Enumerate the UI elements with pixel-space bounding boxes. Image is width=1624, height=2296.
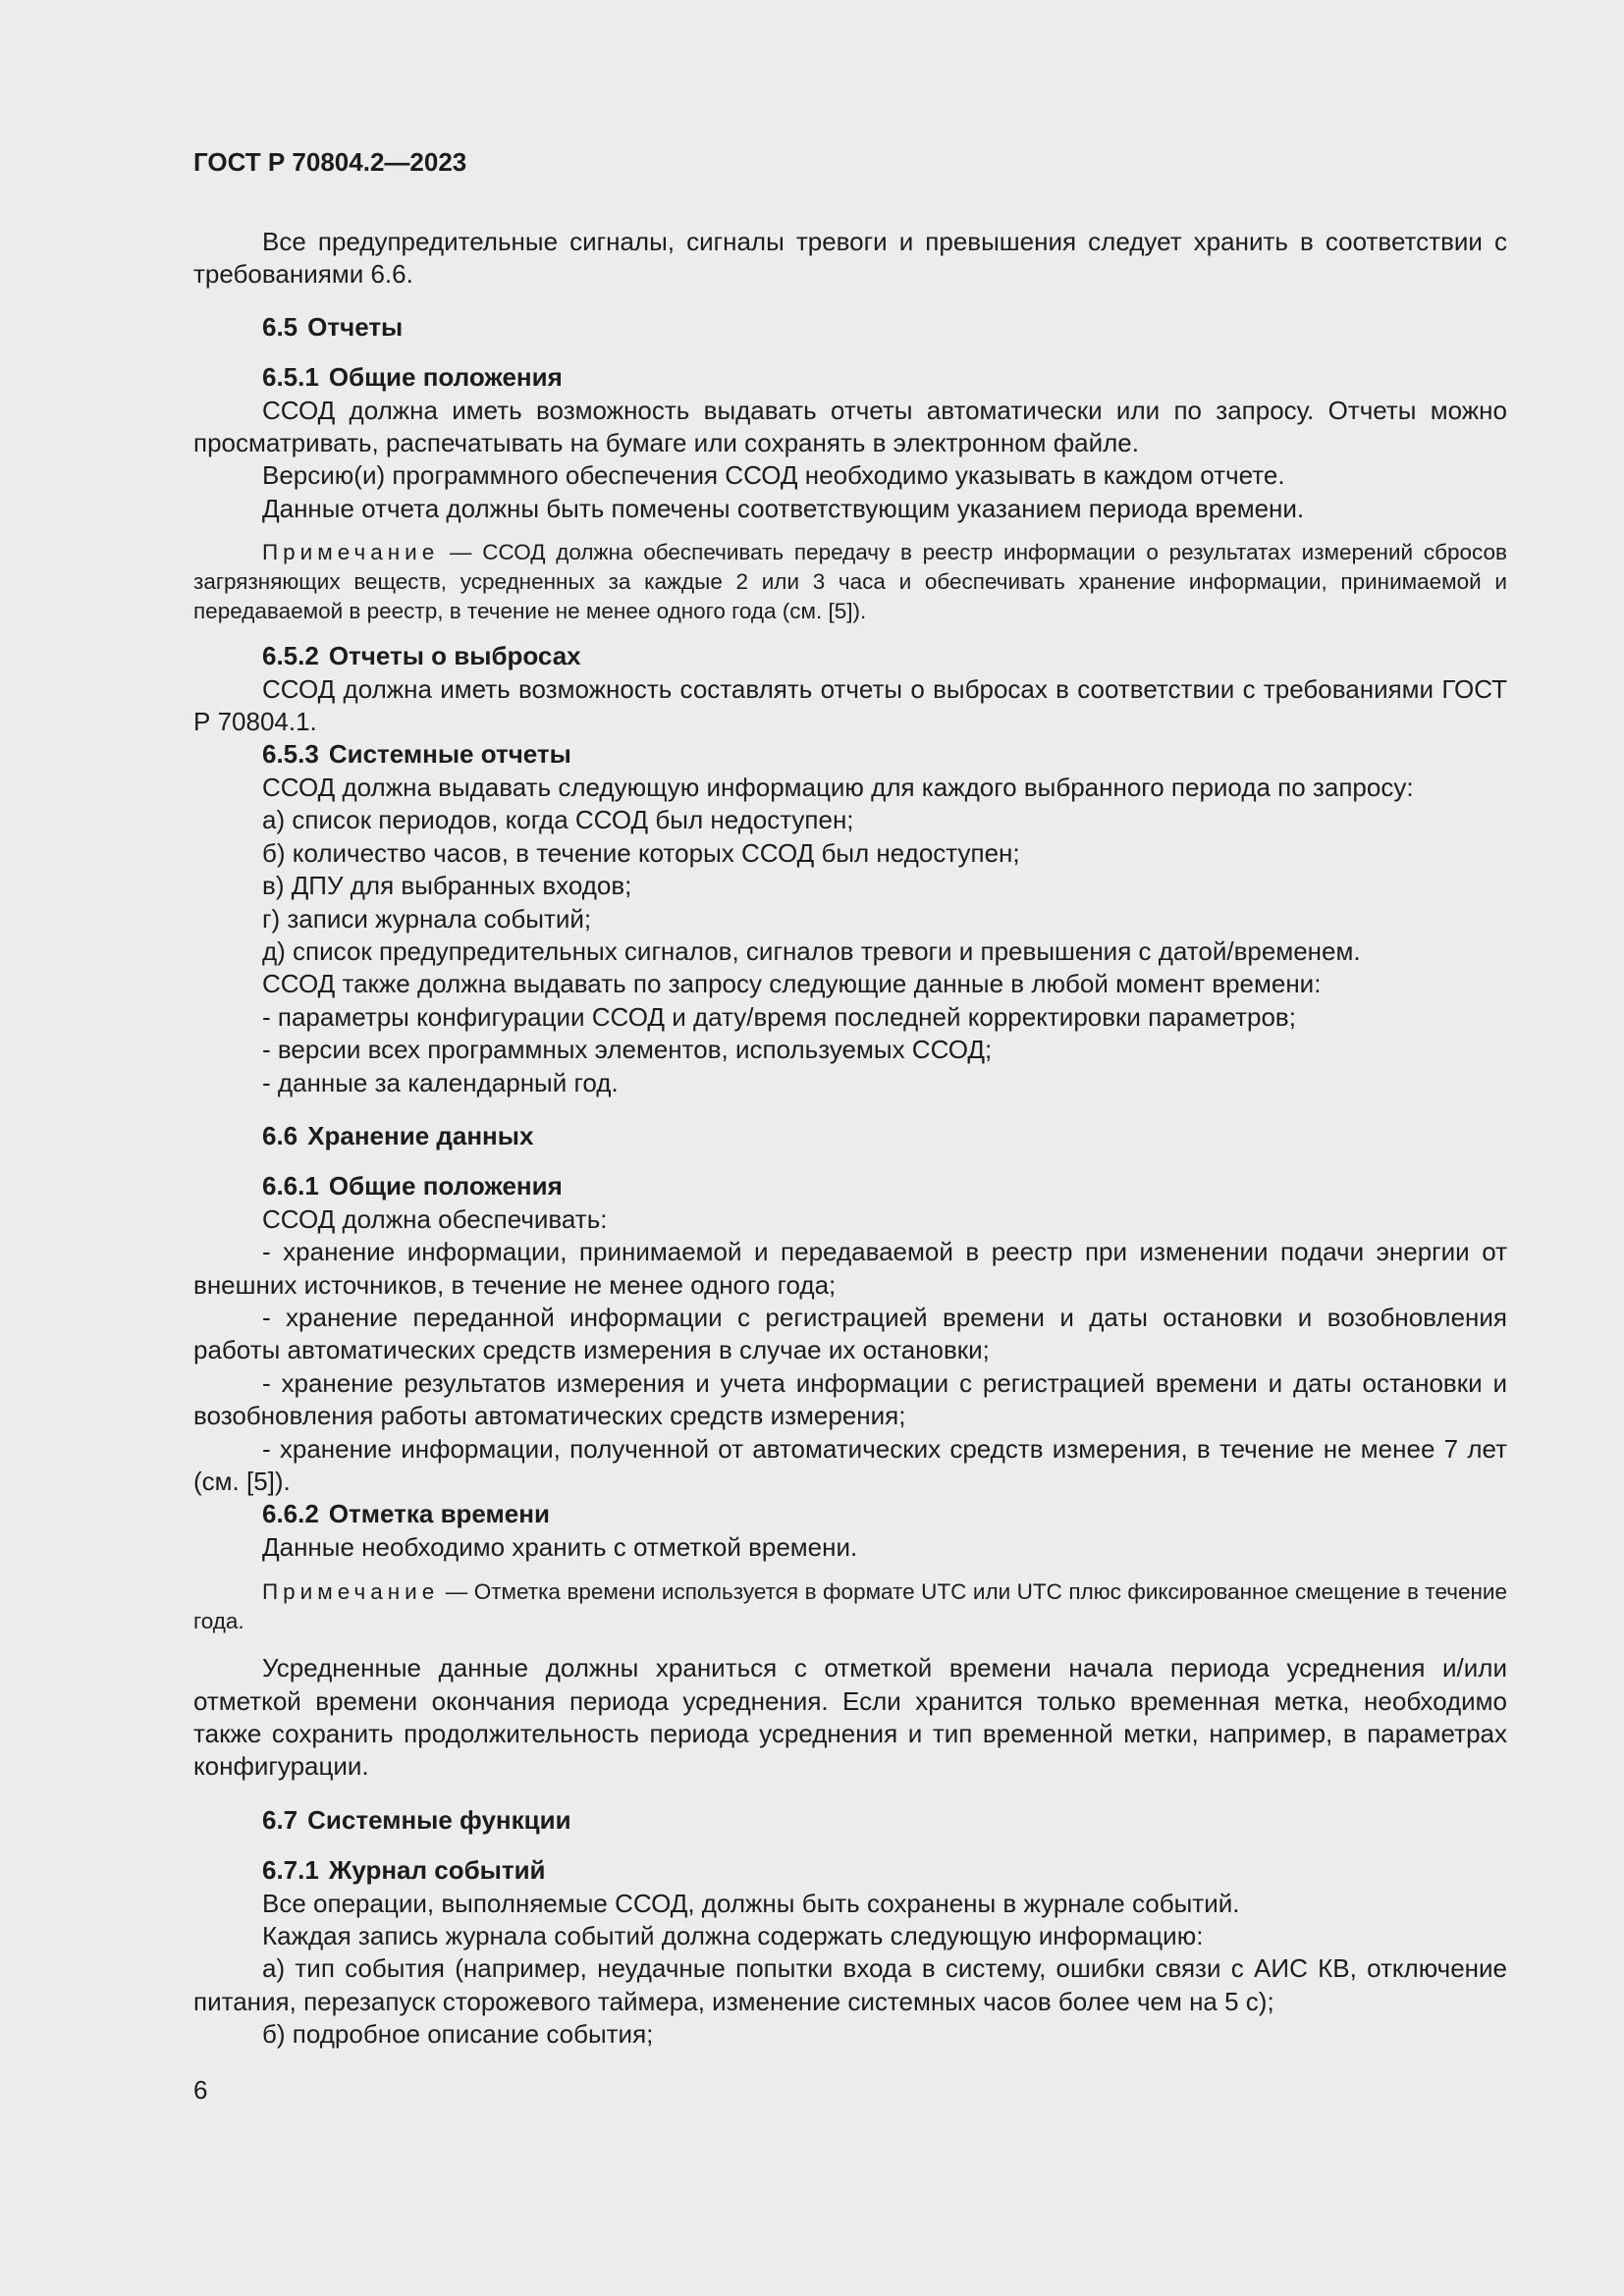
dash-item: - хранение результатов измерения и учета информации с регистрацией времени и даты остановки и возобновления работы автоматических средств измерения; [193, 1367, 1507, 1431]
page-content [193, 226, 1507, 2052]
heading-number: 6.6.2 [262, 1499, 319, 1529]
paragraph-intro: Все предупредительные сигналы, сигналы тревоги и превышения следует хранить в соответствии с требованиями 6.6. [193, 227, 1507, 290]
dash-item: - хранение переданной информации с регистрацией времени и даты остановки и возобновления работы автоматических средств измерения в случае их остановки; [193, 1302, 1507, 1365]
heading-number: 6.5.3 [262, 739, 319, 770]
note-2 [193, 1577, 1507, 1636]
heading-title: Хранение данных [307, 1120, 534, 1150]
paragraph-6-5-3-intro: ССОД должна выдавать следующую информацию для каждого выбранного периода по запросу: [262, 772, 1414, 802]
heading-title: Отметка времени [328, 1499, 550, 1529]
paragraph-6-6-1: ССОД должна обеспечивать: [262, 1203, 608, 1234]
heading-title: Журнал событий [328, 1855, 546, 1886]
list-item: г) записи журнала событий; [262, 903, 592, 934]
list-item: б) количество часов, в течение которых ССОД был недоступен; [262, 837, 1020, 868]
heading-6-5 [193, 311, 1507, 344]
list-item: а) список периодов, когда ССОД был недоступен; [262, 805, 854, 835]
list-item: д) список предупредительных сигналов, сигналов тревоги и превышения с датой/временем. [262, 935, 1361, 966]
note-label: Примечание [262, 1579, 440, 1605]
heading-6-5-2 [193, 640, 1507, 672]
paragraph-6-5-1-period: Данные отчета должны быть помечены соответствующим указанием периода времени. [262, 493, 1305, 523]
heading-6-5-3 [193, 738, 1507, 771]
paragraph-6-6-2: Данные необходимо хранить с отметкой времени. [262, 1531, 858, 1562]
heading-number: 6.5.1 [262, 362, 319, 393]
heading-title: Системные отчеты [328, 739, 571, 770]
note-text: — ССОД должна обеспечивать передачу в реестр информации о результатах измерений сбросов загрязняющих веществ, усредненных за каждые 2 или 3 часа и обеспечивать хранение информации, принимаемой и передаваемой в реестр, в течение не менее одного года (см. [5]). [193, 540, 1507, 624]
heading-6-7 [193, 1804, 1507, 1837]
heading-6-6 [193, 1120, 1507, 1152]
heading-6-7-1 [193, 1854, 1507, 1887]
heading-6-6-1 [193, 1170, 1507, 1202]
dash-item: - данные за календарный год. [262, 1067, 619, 1097]
dash-item: - версии всех программных элементов, используемых ССОД; [262, 1035, 993, 1065]
paragraph-6-5-1-version: Версию(и) программного обеспечения ССОД необходимо указывать в каждом отчете. [262, 460, 1285, 491]
heading-number: 6.5.2 [262, 641, 319, 671]
heading-number: 6.5 [262, 311, 298, 342]
page-number: 6 [193, 2075, 208, 2105]
paragraph-6-5-1-reports: ССОД должна иметь возможность выдавать отчеты автоматически или по запросу. Отчеты можно просматривать, распечатывать на бумаге или сохранять в электронном файле. [193, 395, 1507, 458]
document-id: ГОСТ Р 70804.2—2023 [193, 147, 467, 177]
paragraph-6-7-1-operations: Все операции, выполняемые ССОД, должны быть сохранены в журнале событий. [262, 1888, 1240, 1918]
heading-6-6-2 [193, 1498, 1507, 1530]
heading-title: Отчеты о выбросах [328, 641, 581, 671]
paragraph-6-5-2: ССОД должна иметь возможность составлять отчеты о выбросах в соответствии с требованиями ГОСТ Р 70804.1. [193, 673, 1507, 737]
note-text: — Отметка времени используется в формате UTC или UTC плюс фиксированное смещение в течение года. [193, 1579, 1507, 1634]
list-item: в) ДПУ для выбранных входов; [262, 871, 632, 901]
paragraph-6-7-1-record: Каждая запись журнала событий должна содержать следующую информацию: [262, 1921, 1204, 1951]
heading-title: Общие положения [328, 1171, 563, 1201]
dash-item: - хранение информации, принимаемой и передаваемой в реестр при изменении подачи энергии от внешних источников, в течение не менее одного года; [193, 1237, 1507, 1300]
heading-number: 6.6.1 [262, 1171, 319, 1201]
note-1 [193, 538, 1507, 626]
heading-number: 6.7.1 [262, 1855, 319, 1886]
heading-number: 6.7 [262, 1804, 298, 1835]
heading-title: Общие положения [328, 362, 563, 393]
heading-title: Отчеты [307, 311, 404, 342]
heading-title: Системные функции [307, 1804, 571, 1835]
dash-item: - параметры конфигурации ССОД и дату/время последней корректировки параметров; [262, 1001, 1296, 1032]
heading-number: 6.6 [262, 1120, 298, 1150]
paragraph-6-5-3-anytime: ССОД также должна выдавать по запросу следующие данные в любой момент времени: [262, 969, 1322, 999]
note-label: Примечание [262, 540, 440, 565]
list-item: б) подробное описание события; [262, 2019, 654, 2050]
dash-item: - хранение информации, полученной от автоматических средств измерения, в течение не менее 7 лет (см. [5]). [193, 1433, 1507, 1496]
list-item: а) тип события (например, неудачные попытки входа в систему, ошибки связи с АИС КВ, отключение питания, перезапуск сторожевого таймера, изменение системных часов более чем на 5 с); [193, 1953, 1507, 2016]
paragraph-6-6-2-averaged: Усредненные данные должны храниться с отметкой времени начала периода усреднения и/или отметкой времени окончания периода усреднения. Если хранится только временная метка, необходимо также сохранить продолжительность периода усреднения и тип временной метки, например, в параметрах конфигурации. [193, 1653, 1507, 1782]
heading-6-5-1 [193, 361, 1507, 394]
